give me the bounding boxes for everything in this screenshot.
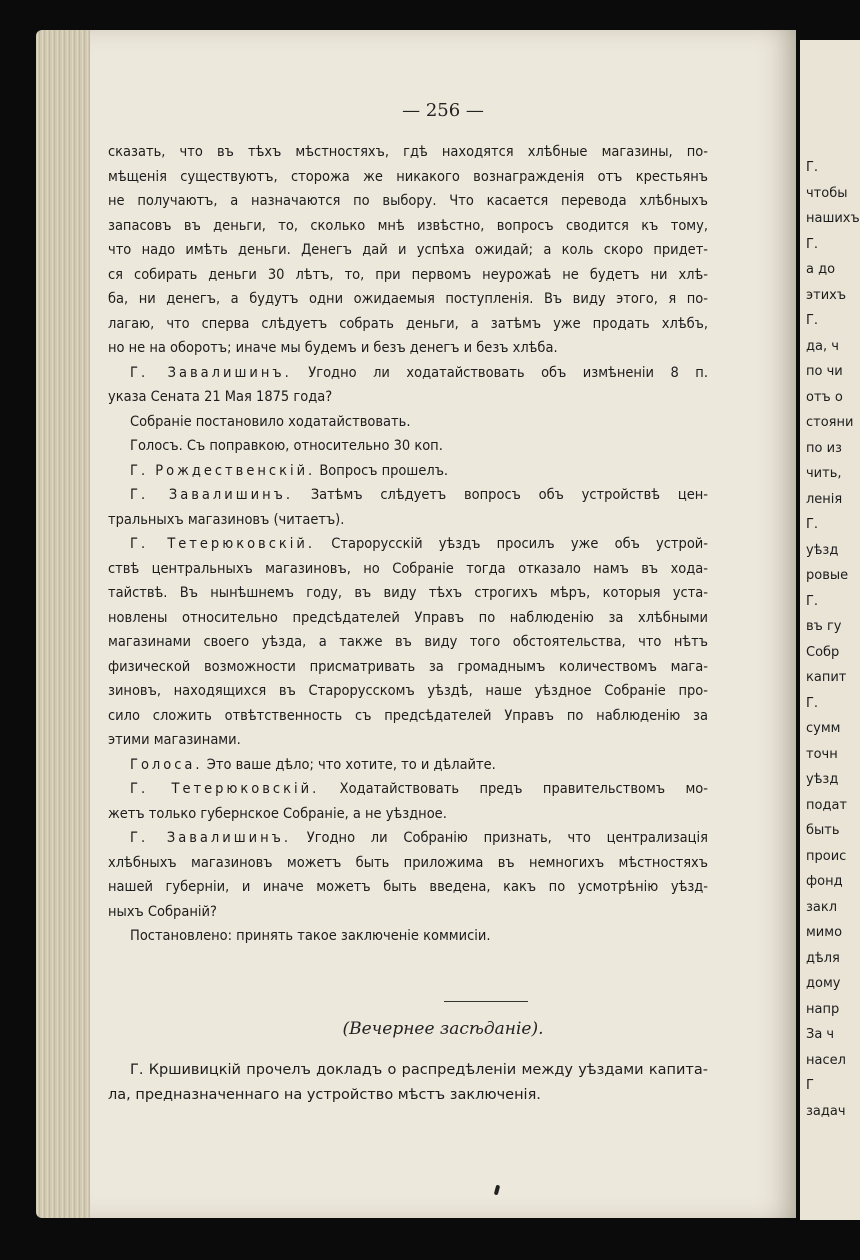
line-text: ныхъ Собраній?	[108, 903, 217, 920]
next-page-fragment: закл	[806, 899, 838, 915]
line-text: лагаю, что сперва слѣдуетъ собрать деньги, а затѣмъ уже продать хлѣбъ,	[108, 315, 708, 332]
line-text: тайствѣ. Въ нынѣшнемъ году, въ виду тѣхъ строгихъ мѣръ, которыя уста-	[108, 585, 708, 601]
text-line	[108, 410, 708, 435]
text-line	[108, 214, 708, 239]
line-text: Угодно ли Собранію признать, что централизація	[306, 830, 708, 846]
next-page-fragment: этихъ	[806, 287, 847, 303]
line-text: физической возможности присматривать за громаднымъ количествомъ мага-	[108, 658, 708, 675]
next-page-fragment: проис	[806, 848, 847, 864]
next-page-fragment: да, ч	[806, 338, 839, 354]
line-text: Голосъ. Съ поправкою, относительно 30 коп.	[130, 438, 443, 454]
line-text: Старорусскій уѣздъ просилъ уже объ устрой-	[331, 536, 708, 552]
next-page-fragment: дому	[806, 976, 841, 991]
line-text: Затѣмъ слѣдуетъ вопросъ объ устройствѣ цен-	[310, 487, 708, 503]
page-number: — 256 —	[402, 100, 484, 121]
next-page-text	[806, 155, 860, 1124]
text-line	[108, 508, 708, 533]
next-page-fragment: быть	[806, 823, 840, 838]
speaker-name: Г. Тетерюковскій.	[130, 536, 316, 552]
line-text: Угодно ли ходатайствовать объ измѣненіи 8 п.	[308, 364, 708, 381]
line-text: тральныхъ магазиновъ (читаетъ).	[108, 511, 345, 528]
text-line	[108, 483, 708, 508]
line-text: ствѣ центральныхъ магазиновъ, но Собраніе тогда отказало намъ въ хода-	[108, 560, 708, 577]
next-page-fragment: ровые	[806, 568, 849, 583]
line-text: жетъ только губернское Собраніе, а не уѣздное.	[108, 805, 447, 822]
speaker-name: Г. Завалишинъ.	[130, 487, 294, 503]
line-text: указа Сената 21 Мая 1875 года?	[108, 389, 333, 405]
paragraph	[108, 924, 708, 949]
text-line	[108, 336, 708, 361]
line-text: но не на оборотъ; иначе мы будемъ и безъ денегъ и безъ хлѣба.	[108, 340, 558, 356]
next-page-fragment: Г.	[806, 160, 819, 175]
text-line	[108, 777, 708, 802]
paragraph	[108, 434, 708, 459]
paragraph	[108, 826, 708, 924]
line-text: мѣщенія существуютъ, сторожа же никакого вознагражденія отъ крестьянъ	[108, 168, 708, 185]
line-text: зиновъ, находящихся въ Старорусскомъ уѣздѣ, наше уѣздное Собраніе про-	[108, 683, 708, 699]
line-text: магазинами своего уѣзда, а также въ виду того обстоятельства, что нѣтъ	[108, 634, 708, 650]
text-line	[108, 140, 708, 165]
section-divider	[444, 1001, 528, 1002]
evening-session-text	[108, 1058, 708, 1107]
line-text: Вопросъ прошелъ.	[319, 462, 449, 479]
next-page-fragment: сумм	[806, 721, 841, 736]
paragraph	[108, 777, 708, 826]
paragraph	[108, 140, 708, 361]
text-line	[108, 851, 708, 876]
text-line	[108, 875, 708, 900]
text-line	[108, 434, 708, 459]
line-text: Постановлено: принять такое заключеніе коммисіи.	[130, 928, 491, 944]
next-page-fragment: по чи	[806, 364, 843, 379]
line-text: Собраніе постановило ходатайствовать.	[130, 413, 411, 430]
text-line	[108, 728, 708, 753]
speaker-name: Г. Завалишинъ.	[130, 830, 291, 846]
paragraph	[108, 410, 708, 435]
paragraph	[108, 532, 708, 753]
text-line	[108, 312, 708, 337]
next-page-fragment: нашихъ	[806, 211, 860, 226]
next-page-fragment: дѣля	[806, 950, 840, 966]
text-line	[108, 385, 708, 410]
next-page-fragment: въ гу	[806, 619, 842, 634]
text-line	[108, 189, 708, 214]
text-line	[108, 900, 708, 925]
next-page-fragment: Г.	[806, 517, 819, 532]
line-text: ба, ни денегъ, а будутъ одни ожидаемыя поступленія. Въ виду этого, я по-	[108, 291, 708, 307]
text-line	[108, 165, 708, 190]
line-text: Ходатайствовать предъ правительствомъ мо-	[339, 781, 708, 797]
text-line	[108, 557, 708, 582]
line-text: новлены относительно предсѣдателей Управъ по наблюденію за хлѣбными	[108, 609, 708, 626]
line-text: не получаютъ, а назначаются по выбору. Что касается перевода хлѣбныхъ	[108, 193, 708, 209]
line-text: что надо имѣть деньги. Денегъ дай и успѣха ожидай; а коль скоро придет-	[108, 242, 708, 258]
text-line	[108, 924, 708, 949]
next-page	[800, 40, 860, 1220]
next-page-fragment: фонд	[806, 874, 843, 889]
next-page-fragment: Г.	[806, 593, 819, 609]
text-line	[108, 826, 708, 851]
next-page-fragment: задач	[806, 1103, 846, 1119]
paragraph	[108, 459, 708, 484]
line-text: этими магазинами.	[108, 732, 241, 748]
line-text: нашей губерніи, и иначе можетъ быть введена, какъ по усмотрѣнію уѣзд-	[108, 879, 708, 895]
text-line	[108, 630, 708, 655]
paragraph	[108, 483, 708, 532]
next-page-fragment: точн	[806, 746, 838, 762]
page-edge	[36, 30, 94, 1218]
text-line	[108, 459, 708, 484]
next-page-fragment: За ч	[806, 1027, 835, 1042]
line-text: сказать, что въ тѣхъ мѣстностяхъ, гдѣ находятся хлѣбные магазины, по-	[108, 144, 708, 160]
next-page-fragment: ленія	[806, 491, 843, 507]
speaker-name: Г. Завалишинъ.	[130, 364, 292, 381]
next-page-fragment: чить,	[806, 466, 842, 481]
paragraph	[108, 753, 708, 778]
next-page-fragment: Г	[806, 1078, 814, 1093]
next-page-fragment: напр	[806, 1001, 840, 1017]
text-line	[108, 606, 708, 631]
next-page-fragment: Собр	[806, 644, 840, 660]
next-page-fragment: чтобы	[806, 185, 848, 201]
section-heading: (Вечернее засѣданіе).	[342, 1019, 544, 1039]
text-line	[108, 802, 708, 827]
next-page-fragment: уѣзд	[806, 542, 839, 558]
paragraph	[108, 361, 708, 410]
next-page-fragment: по из	[806, 440, 842, 456]
text-line	[108, 361, 708, 386]
next-page-fragment: а до	[806, 262, 836, 277]
next-page-fragment: уѣзд	[806, 772, 839, 787]
text-line	[108, 704, 708, 729]
next-page-fragment: Г.	[806, 695, 819, 711]
text-line	[108, 581, 708, 606]
text-line: ла, предназначеннаго на устройство мѣстъ заключенія.	[108, 1086, 541, 1103]
text-line	[108, 238, 708, 263]
line-text: хлѣбныхъ магазиновъ можетъ быть приложима въ немногихъ мѣстностяхъ	[108, 854, 708, 871]
next-page-fragment: Г.	[806, 313, 819, 328]
text-line: Г. Кршивицкій прочелъ докладъ о распредѣленіи между уѣздами капита-	[130, 1062, 708, 1078]
text-line	[108, 679, 708, 704]
speaker-name: Г. Рождественскій.	[130, 462, 316, 479]
text-line	[108, 753, 708, 778]
next-page-fragment: Г.	[806, 236, 819, 252]
next-page-fragment: насел	[806, 1052, 846, 1068]
text-line	[108, 287, 708, 312]
speaker-name: Г. Тетерюковскій.	[130, 781, 320, 797]
next-page-fragment: подат	[806, 797, 847, 813]
next-page-fragment: капит	[806, 670, 847, 685]
line-text: Это ваше дѣло; что хотите, то и дѣлайте.	[206, 756, 496, 773]
speaker-name: Голоса.	[130, 756, 203, 773]
text-line	[108, 655, 708, 680]
next-page-fragment: мимо	[806, 925, 843, 940]
document-body	[108, 140, 708, 949]
next-page-fragment: стояни	[806, 415, 854, 430]
line-text: сило сложить отвѣтственность съ предсѣдателей Управъ по наблюденію за	[108, 707, 708, 724]
text-line	[108, 263, 708, 288]
next-page-fragment: отъ о	[806, 389, 843, 405]
line-text: запасовъ въ деньги, то, сколько мнѣ извѣстно, вопросъ сводится къ тому,	[108, 217, 708, 234]
text-line	[108, 532, 708, 557]
line-text: ся собирать деньги 30 лѣтъ, то, при первомъ неурожаѣ не будетъ ни хлѣ-	[108, 266, 708, 283]
